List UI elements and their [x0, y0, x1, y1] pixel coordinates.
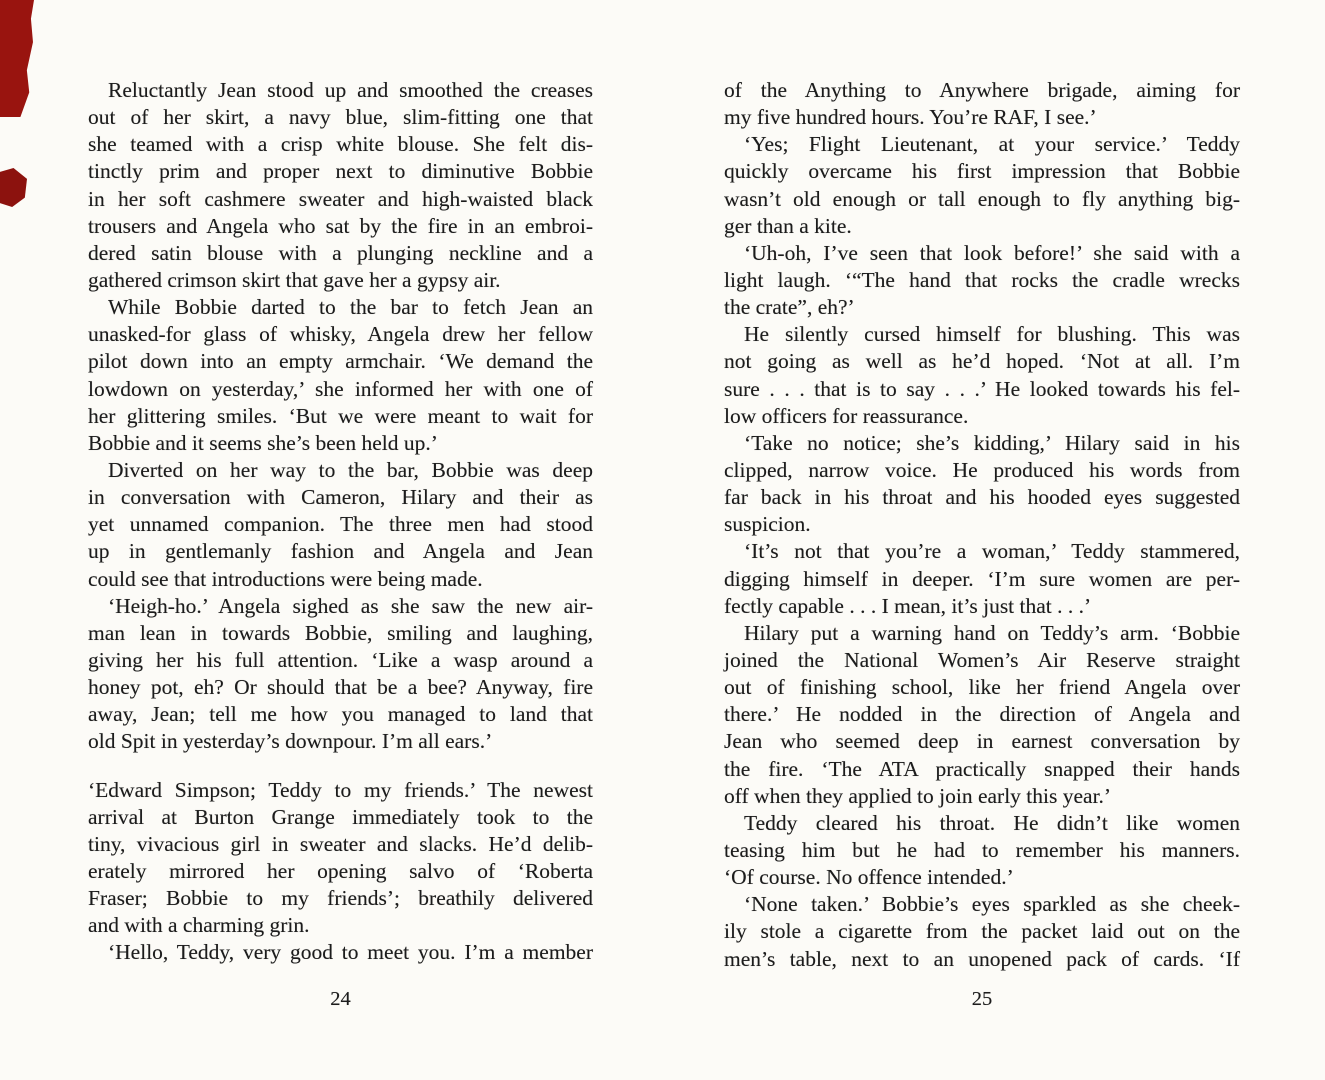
- text-line: in her soft cashmere sweater and high-waisted black: [88, 186, 593, 211]
- text-line: Reluctantly Jean stood up and smoothed the creases: [108, 78, 593, 102]
- text-line: ‘Uh-oh, I’ve seen that look before!’ she said with a: [744, 240, 1240, 265]
- text-line: ‘Edward Simpson; Teddy to my friends.’ The newest: [88, 777, 593, 802]
- text-line: ‘Take no notice; she’s kidding,’ Hilary said in his: [744, 430, 1240, 455]
- text-line: Diverted on her way to the bar, Bobbie was deep: [108, 457, 593, 482]
- text-line: my five hundred hours. You’re RAF, I see.’: [724, 105, 1097, 130]
- text-line: unasked-for glass of whisky, Angela drew her fellow: [88, 322, 593, 347]
- paragraph: [88, 457, 593, 593]
- text-line: low officers for reassurance.: [724, 403, 969, 428]
- text-line: tiny, vivacious girl in sweater and slacks. He’d delib-: [88, 831, 593, 856]
- text-line: men’s table, next to an unopened pack of cards. ‘If: [724, 946, 1240, 971]
- text-line: arrival at Burton Grange immediately took to the: [88, 804, 593, 829]
- text-line: ‘Of course. No offence intended.’: [724, 865, 1014, 890]
- paragraph: [724, 131, 1240, 240]
- text-line: ‘Heigh-ho.’ Angela sighed as she saw the new air-: [108, 593, 593, 618]
- text-line: clipped, narrow voice. He produced his words from: [724, 457, 1240, 482]
- text-line: digging himself in deeper. ‘I’m sure women are per-: [724, 566, 1240, 591]
- text-line: Jean who seemed deep in earnest conversation by: [724, 729, 1240, 754]
- text-line: could see that introductions were being made.: [88, 566, 483, 591]
- text-line: light laugh. ‘“The hand that rocks the cradle wrecks: [724, 267, 1240, 292]
- text-line: the fire. ‘The ATA practically snapped their hands: [724, 756, 1240, 781]
- text-line: far back in his throat and his hooded eyes suggested: [724, 485, 1240, 510]
- page-number: 25: [971, 988, 993, 1010]
- text-line: Hilary put a warning hand on Teddy’s arm. ‘Bobbie: [744, 620, 1240, 645]
- text-line: Fraser; Bobbie to my friends’; breathily delivered: [88, 886, 593, 911]
- text-line: not going as well as he’d hoped. ‘Not at all. I’m: [724, 349, 1240, 374]
- page-text: [88, 77, 593, 967]
- text-line: yet unnamed companion. The three men had stood: [88, 512, 593, 537]
- text-line: While Bobbie darted to the bar to fetch Jean an: [108, 295, 593, 320]
- text-line: gathered crimson skirt that gave her a gypsy air.: [88, 267, 501, 292]
- text-line: ily stole a cigarette from the packet laid out on the: [724, 919, 1240, 944]
- text-line: there.’ He nodded in the direction of Angela and: [724, 702, 1240, 727]
- text-line: erately mirrored her opening salvo of ‘Roberta: [88, 858, 593, 883]
- paragraph: [724, 77, 1240, 131]
- paragraph: [724, 430, 1240, 539]
- text-line: and with a charming grin.: [88, 913, 310, 938]
- text-line: sure . . . that is to say . . .’ He looked towards his fel-: [724, 376, 1240, 401]
- text-line: pilot down into an empty armchair. ‘We demand the: [88, 349, 593, 374]
- text-line: she teamed with a crisp white blouse. She felt dis-: [88, 132, 593, 157]
- text-line: away, Jean; tell me how you managed to land that: [88, 702, 593, 727]
- book-page-left: [88, 77, 593, 1037]
- paragraph: [724, 810, 1240, 891]
- text-line: tinctly prim and proper next to diminutive Bobbie: [88, 159, 593, 184]
- page-text: [724, 77, 1240, 973]
- scan-artifact-mark-bottom: [0, 168, 27, 207]
- paragraph: [88, 939, 593, 966]
- text-line: Bobbie and it seems she’s been held up.’: [88, 430, 438, 455]
- scan-artifact-mark-top: [0, 0, 34, 117]
- paragraph: [88, 294, 593, 457]
- text-line: ‘Yes; Flight Lieutenant, at your service.’ Teddy: [744, 132, 1240, 157]
- text-line: off when they applied to join early this year.’: [724, 783, 1112, 808]
- paragraph: [88, 593, 593, 756]
- paragraph: [724, 240, 1240, 321]
- paragraph: [88, 777, 593, 940]
- text-line: dered satin blouse with a plunging neckline and a: [88, 240, 593, 265]
- text-line: out of finishing school, like her friend Angela over: [724, 675, 1240, 700]
- text-line: ger than a kite.: [724, 213, 852, 238]
- text-line: of the Anything to Anywhere brigade, aiming for: [724, 78, 1240, 102]
- paragraph: [724, 538, 1240, 619]
- text-line: up in gentlemanly fashion and Angela and Jean: [88, 539, 593, 564]
- text-line: out of her skirt, a navy blue, slim-fitting one that: [88, 105, 593, 130]
- text-line: the crate”, eh?’: [724, 295, 855, 320]
- text-line: in conversation with Cameron, Hilary and their as: [88, 485, 593, 510]
- text-line: lowdown on yesterday,’ she informed her with one of: [88, 376, 593, 401]
- paragraph: [724, 620, 1240, 810]
- text-line: old Spit in yesterday’s downpour. I’m all ears.’: [88, 729, 493, 754]
- text-line: joined the National Women’s Air Reserve straight: [724, 647, 1240, 672]
- text-line: her glittering smiles. ‘But we were meant to wait for: [88, 403, 593, 428]
- paragraph: [724, 891, 1240, 972]
- text-line: suspicion.: [724, 512, 811, 537]
- text-line: trousers and Angela who sat by the fire in an embroi-: [88, 213, 593, 238]
- text-line: fectly capable . . . I mean, it’s just that . . .’: [724, 593, 1092, 618]
- text-line: quickly overcame his first impression that Bobbie: [724, 159, 1240, 184]
- text-line: teasing him but he had to remember his manners.: [724, 837, 1240, 862]
- page-number: 24: [330, 988, 351, 1010]
- text-line: He silently cursed himself for blushing. This was: [744, 322, 1240, 347]
- text-line: Teddy cleared his throat. He didn’t like women: [744, 810, 1240, 835]
- paragraph: [724, 321, 1240, 430]
- text-line: wasn’t old enough or tall enough to fly anything big-: [724, 186, 1240, 211]
- text-line: ‘It’s not that you’re a woman,’ Teddy stammered,: [744, 539, 1240, 564]
- text-line: honey pot, eh? Or should that be a bee? Anyway, fire: [88, 675, 593, 700]
- book-page-right: [724, 77, 1240, 1037]
- text-line: ‘Hello, Teddy, very good to meet you. I’m a member: [108, 940, 593, 965]
- paragraph: [88, 77, 593, 294]
- text-line: ‘None taken.’ Bobbie’s eyes sparkled as she cheek-: [744, 892, 1240, 917]
- text-line: man lean in towards Bobbie, smiling and laughing,: [88, 620, 593, 645]
- text-line: giving her his full attention. ‘Like a wasp around a: [88, 647, 593, 672]
